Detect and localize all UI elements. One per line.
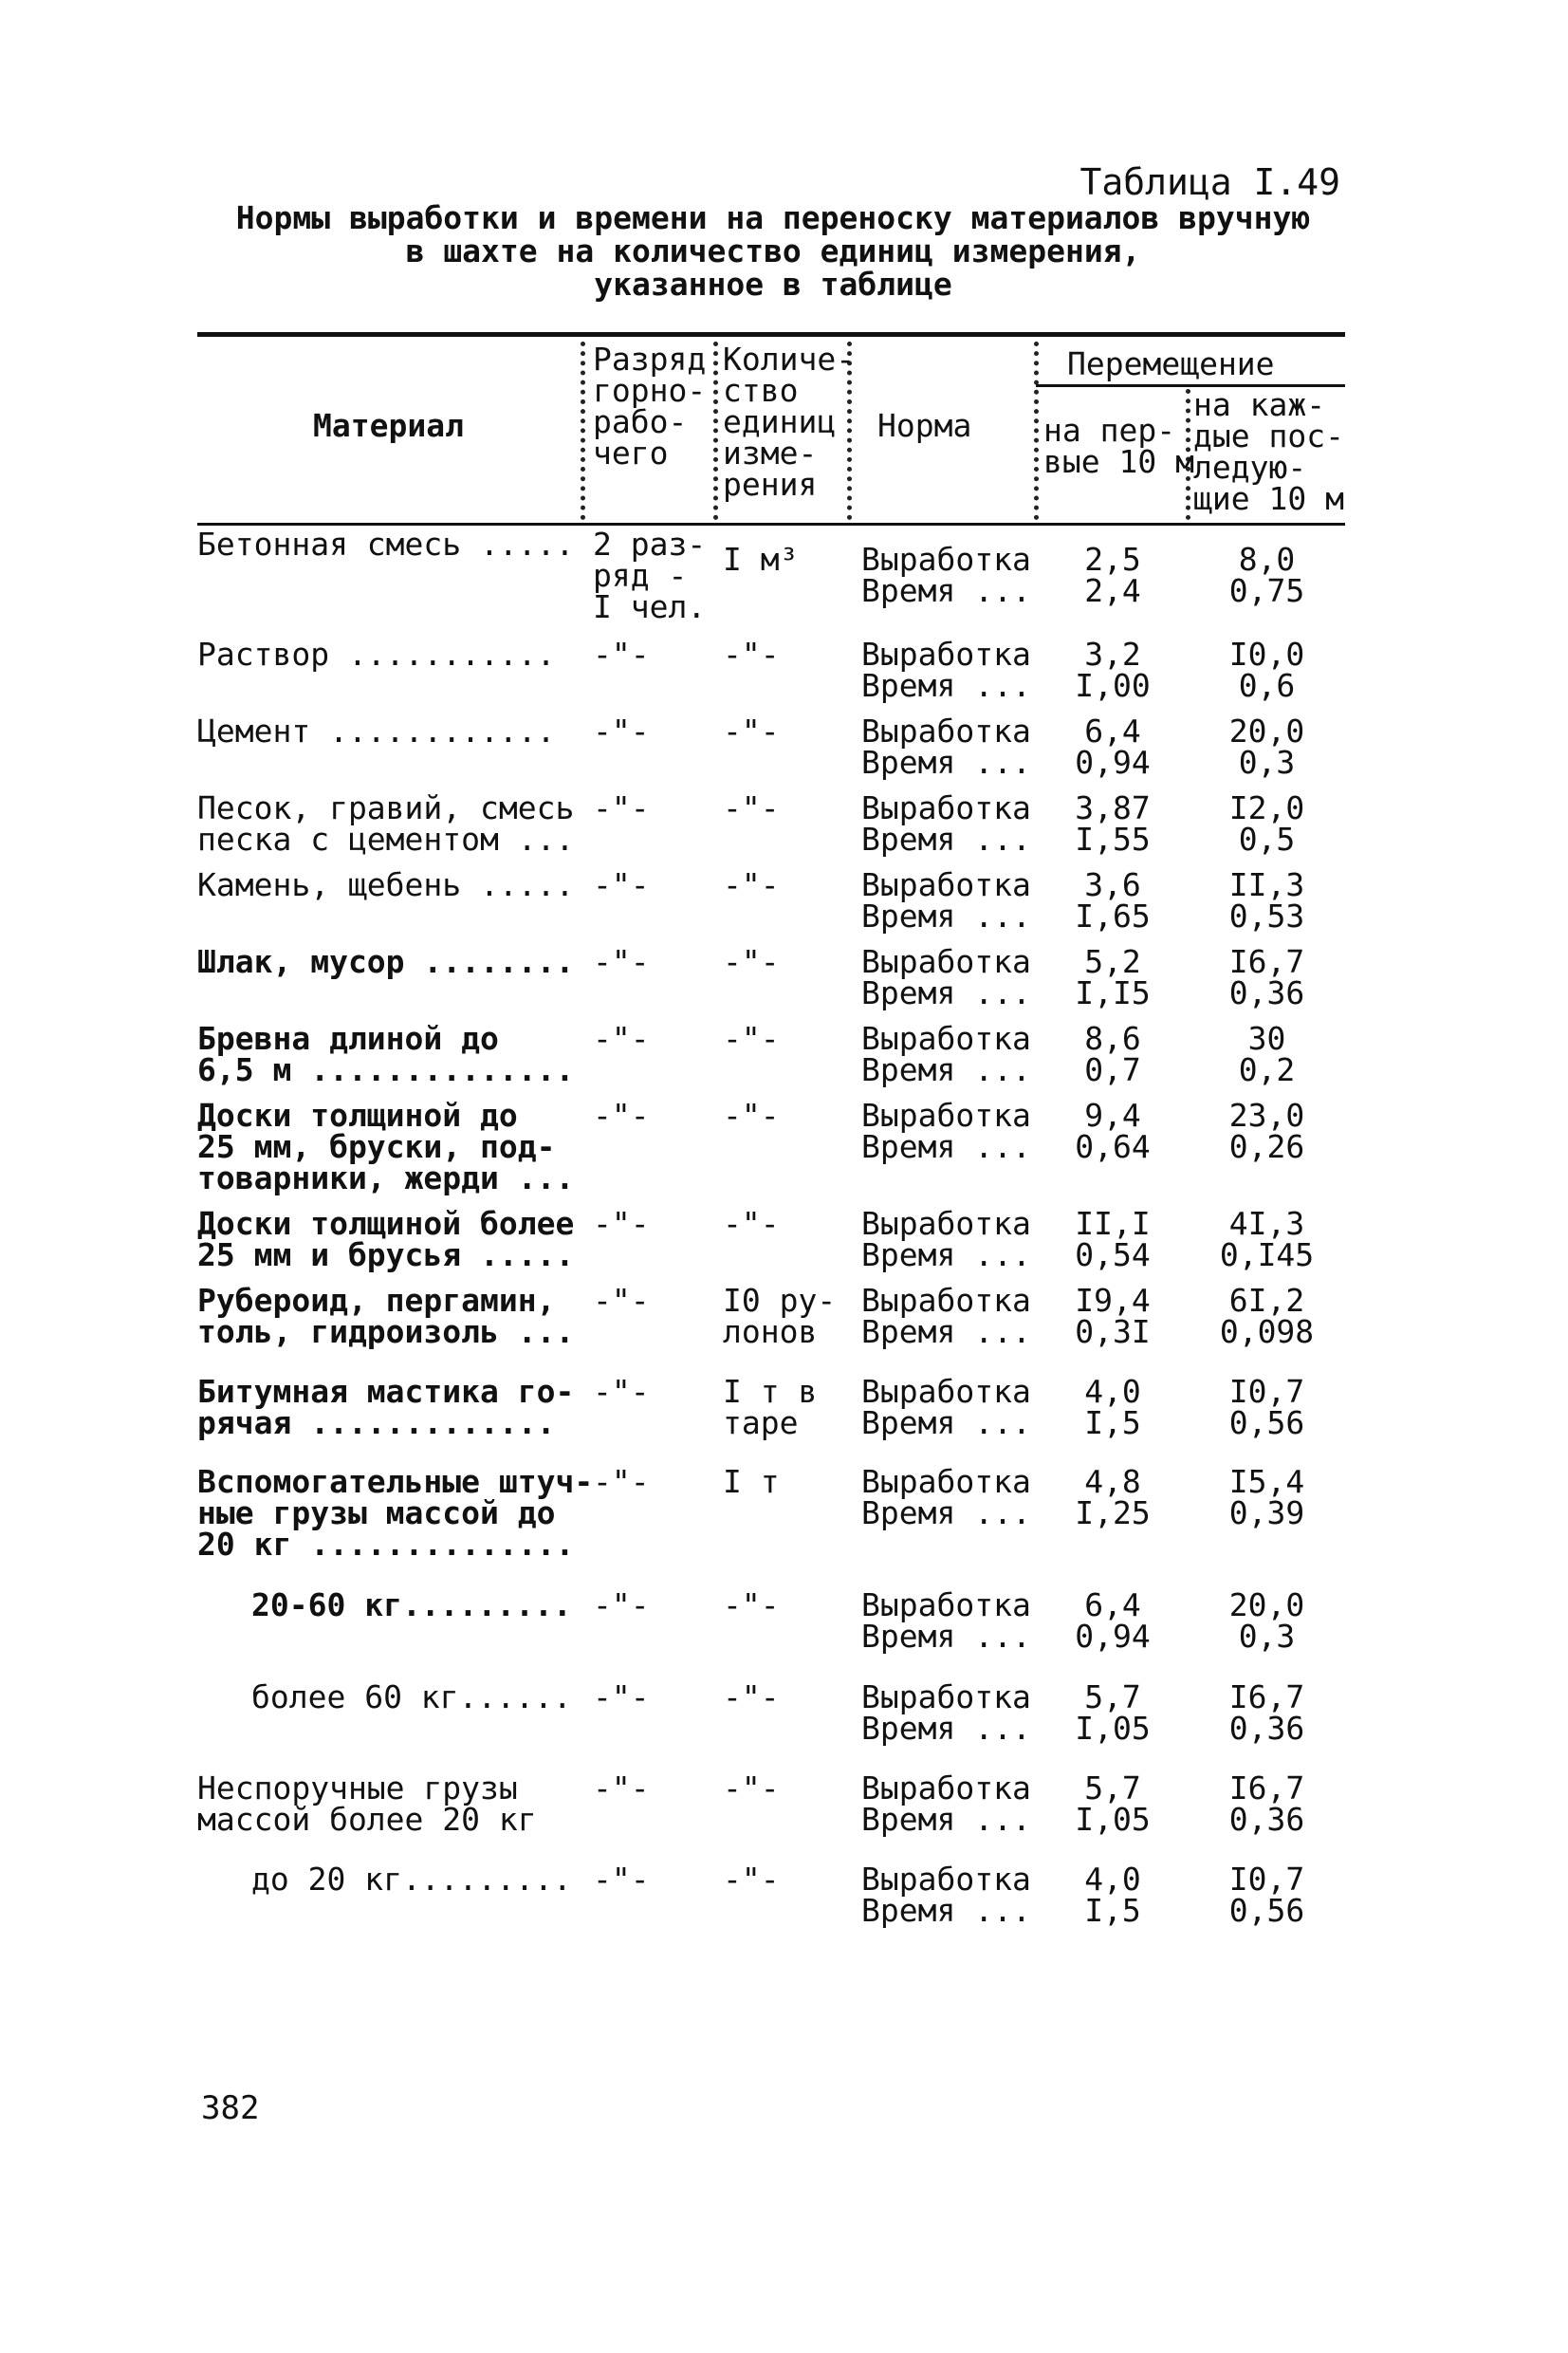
cell-quantity: -"- (723, 1861, 780, 1898)
cell-grade: -"- (593, 1282, 650, 1319)
cell-material: Камень, щебень ..... (197, 866, 575, 903)
cell-norm: Выработка Время ... (861, 789, 1031, 858)
cell-each-next-10m: 23,0 0,26 (1228, 1097, 1305, 1165)
cell-grade: -"- (593, 636, 650, 673)
cell-grade: -"- (593, 943, 650, 980)
cell-norm: Выработка Время ... (861, 1373, 1031, 1441)
cell-each-next-10m: 6I,2 0,098 (1219, 1282, 1315, 1350)
cell-quantity: -"- (723, 1205, 780, 1242)
cell-grade: -"- (593, 789, 650, 826)
cell-norm: Выработка Время ... (861, 1097, 1031, 1165)
cell-norm: Выработка Время ... (861, 1020, 1031, 1088)
cell-material: более 60 кг...... (251, 1678, 572, 1715)
cell-material: Неспоручные грузы массой более 20 кг (197, 1769, 537, 1838)
cell-grade: -"- (593, 1463, 650, 1500)
header-norm: Норма (877, 407, 972, 444)
cell-each-next-10m: I6,7 0,36 (1228, 1769, 1305, 1838)
cell-each-next-10m: 20,0 0,3 (1228, 1586, 1305, 1655)
header-material: Материал (313, 407, 464, 444)
cell-each-next-10m: I5,4 0,39 (1228, 1463, 1305, 1531)
column-divider (713, 342, 718, 520)
cell-first-10m: 4,0 I,5 (1084, 1373, 1141, 1441)
cell-material: Бетонная смесь ..... (197, 526, 575, 563)
cell-norm: Выработка Время ... (861, 943, 1031, 1011)
cell-quantity: I т (723, 1463, 780, 1500)
cell-norm: Выработка Время ... (861, 1463, 1031, 1531)
cell-quantity: -"- (723, 1769, 780, 1806)
cell-each-next-10m: I6,7 0,36 (1228, 943, 1305, 1011)
cell-norm: Выработка Время ... (861, 713, 1031, 781)
cell-each-next-10m: 4I,3 0,I45 (1219, 1205, 1315, 1273)
cell-grade: -"- (593, 1861, 650, 1898)
cell-norm: Выработка Время ... (861, 866, 1031, 935)
cell-grade: -"- (593, 1769, 650, 1806)
cell-quantity: -"- (723, 789, 780, 826)
cell-norm: Выработка Время ... (861, 541, 1031, 609)
cell-first-10m: 5,7 I,05 (1075, 1769, 1151, 1838)
cell-each-next-10m: I2,0 0,5 (1228, 789, 1305, 858)
cell-first-10m: 2,5 2,4 (1084, 541, 1141, 609)
header-first-10m: на пер- вые 10 м (1043, 412, 1194, 480)
cell-norm: Выработка Время ... (861, 1769, 1031, 1838)
cell-first-10m: 9,4 0,64 (1075, 1097, 1151, 1165)
cell-grade: -"- (593, 1020, 650, 1057)
column-divider (1034, 342, 1039, 520)
cell-quantity: I м³ (723, 541, 799, 578)
cell-first-10m: I9,4 0,3I (1075, 1282, 1151, 1350)
header-grade: Разряд горно- рабо- чего (593, 341, 707, 472)
cell-grade: -"- (593, 1205, 650, 1242)
cell-quantity: -"- (723, 1586, 780, 1623)
title-line-1: Нормы выработки и времени на переноску материалов вручную (235, 199, 1311, 236)
cell-quantity: -"- (723, 636, 780, 673)
title-line-2: в шахте на количество единиц измерения, (405, 232, 1141, 269)
cell-norm: Выработка Время ... (861, 1586, 1031, 1655)
title-line-3: указанное в таблице (594, 266, 952, 303)
cell-quantity: -"- (723, 866, 780, 903)
table-top-rule (197, 332, 1345, 337)
cell-norm: Выработка Время ... (861, 1205, 1031, 1273)
header-quantity: Количе- ство единиц изме- рения (723, 341, 856, 503)
cell-quantity: -"- (723, 713, 780, 750)
header-each-next-10m: на каж- дые пос- ледую- щие 10 м (1193, 386, 1344, 517)
page-number: 382 (201, 2089, 260, 2127)
cell-each-next-10m: II,3 0,53 (1228, 866, 1305, 935)
cell-material: до 20 кг......... (251, 1861, 572, 1898)
cell-each-next-10m: 20,0 0,3 (1228, 713, 1305, 781)
cell-norm: Выработка Время ... (861, 1861, 1031, 1929)
cell-material: Раствор ........... (197, 636, 556, 673)
cell-quantity: I0 ру- лонов (723, 1282, 837, 1350)
cell-first-10m: 3,87 I,55 (1075, 789, 1151, 858)
cell-material: Доски толщиной до 25 мм, бруски, под- товарники, жерди ... (197, 1097, 575, 1196)
cell-norm: Выработка Время ... (861, 1282, 1031, 1350)
cell-grade: -"- (593, 1373, 650, 1410)
cell-each-next-10m: I0,7 0,56 (1228, 1861, 1305, 1929)
cell-grade: -"- (593, 1097, 650, 1134)
cell-quantity: -"- (723, 1020, 780, 1057)
header-movement: Перемещение (1067, 345, 1275, 382)
cell-first-10m: 5,7 I,05 (1075, 1678, 1151, 1747)
cell-quantity: -"- (723, 1678, 780, 1715)
cell-material: Песок, гравий, смесь песка с цементом ... (197, 789, 575, 858)
table-label: Таблица I.49 (1079, 161, 1340, 203)
cell-material: Шлак, мусор ........ (197, 943, 575, 980)
cell-grade: -"- (593, 1678, 650, 1715)
cell-material: 20-60 кг......... (251, 1586, 572, 1623)
cell-material: Рубероид, пергамин, толь, гидроизоль ... (197, 1282, 575, 1350)
table-title (194, 201, 1352, 301)
cell-grade: -"- (593, 713, 650, 750)
cell-material: Доски толщиной более 25 мм и брусья ..... (197, 1205, 575, 1273)
cell-norm: Выработка Время ... (861, 636, 1031, 704)
cell-first-10m: 3,2 I,00 (1075, 636, 1151, 704)
cell-first-10m: 4,8 I,25 (1075, 1463, 1151, 1531)
cell-material: Бревна длиной до 6,5 м .............. (197, 1020, 575, 1088)
cell-quantity: -"- (723, 1097, 780, 1134)
cell-grade: -"- (593, 866, 650, 903)
cell-each-next-10m: 8,0 0,75 (1228, 541, 1305, 609)
cell-first-10m: 8,6 0,7 (1084, 1020, 1141, 1088)
cell-first-10m: 6,4 0,94 (1075, 713, 1151, 781)
cell-each-next-10m: I0,7 0,56 (1228, 1373, 1305, 1441)
cell-each-next-10m: 30 0,2 (1238, 1020, 1296, 1088)
cell-material: Цемент ............ (197, 713, 556, 750)
cell-material: Битумная мастика го- рячая ............. (197, 1373, 575, 1441)
column-divider (581, 342, 585, 520)
cell-norm: Выработка Время ... (861, 1678, 1031, 1747)
cell-quantity: I т в таре (723, 1373, 818, 1441)
cell-first-10m: 4,0 I,5 (1084, 1861, 1141, 1929)
cell-grade: -"- (593, 1586, 650, 1623)
cell-first-10m: 5,2 I,I5 (1075, 943, 1151, 1011)
cell-first-10m: 3,6 I,65 (1075, 866, 1151, 935)
cell-grade: 2 раз- ряд - I чел. (593, 526, 707, 625)
cell-first-10m: II,I 0,54 (1075, 1205, 1151, 1273)
cell-quantity: -"- (723, 943, 780, 980)
cell-first-10m: 6,4 0,94 (1075, 1586, 1151, 1655)
cell-each-next-10m: I6,7 0,36 (1228, 1678, 1305, 1747)
cell-material: Вспомогательные штуч- ные грузы массой до 20 кг .............. (197, 1463, 594, 1563)
cell-each-next-10m: I0,0 0,6 (1228, 636, 1305, 704)
